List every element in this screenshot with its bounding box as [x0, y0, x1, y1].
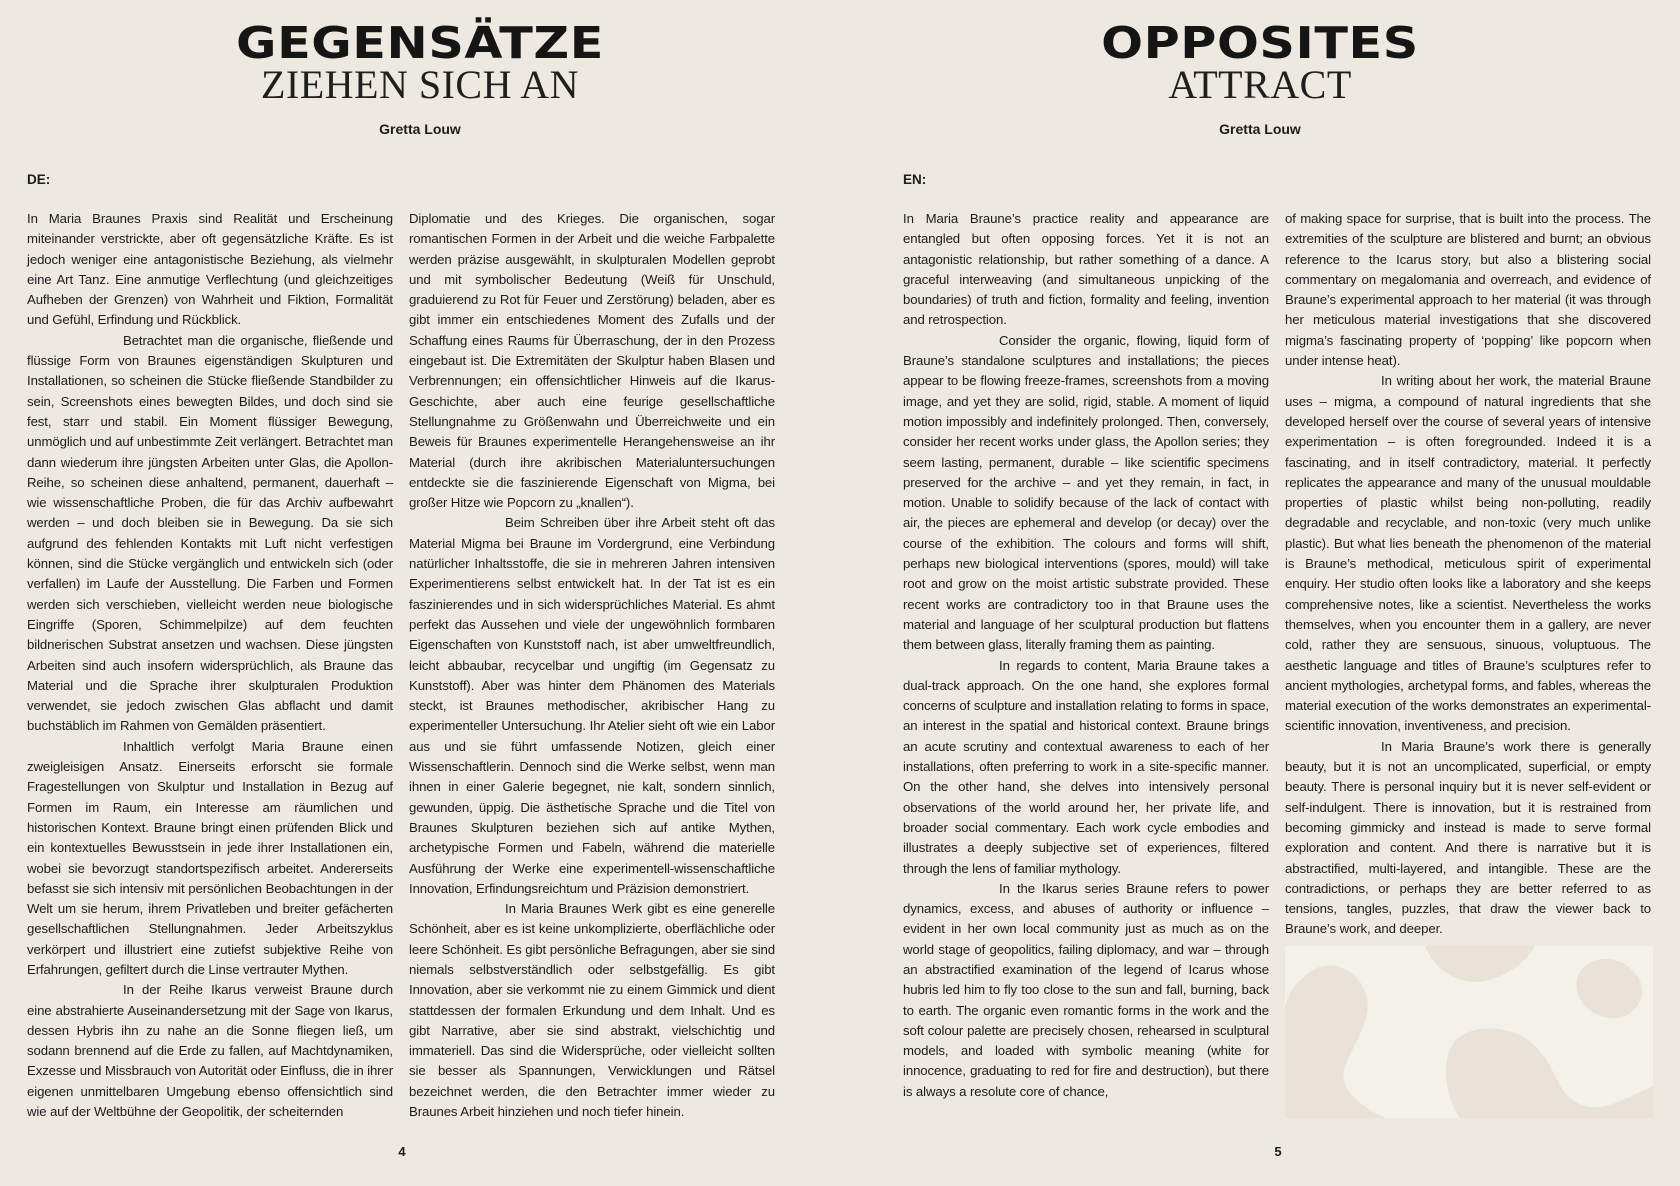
paragraph: In the Ikarus series Braune refers to power dynamics, excess, and abuses of authority or influence – evident in her own local community just as much as on the world stage of geopolitics, failing diplomacy, and war – through an abstractified examination of the legend of Icarus whose hubris led him to fly too close to the sun and fall, burning, back to earth. The organic even romantic forms in the work and the soft colour palette are precisely chosen, rehearsed in sculptural models, and loaded with symbolic meaning (white for innocence, graduating to red for fire and destruction), but there is always a resolute core of chance,	[903, 880, 1269, 1099]
page-number-4: 4	[398, 1144, 406, 1159]
abstract-blob-shape-icon	[1285, 946, 1653, 1118]
author-en: Gretta Louw	[1219, 121, 1301, 137]
text-column-de-2	[409, 209, 775, 1122]
language-label-en: EN:	[903, 172, 927, 187]
paragraph: of making space for surprise, that is built into the process. The extremities of the sculpture are blistered and burnt; an obvious reference to the Icarus story, but also a blistering social commentary on megalomania and overreach, and evidence of Braune’s experimental approach to her material (it was through her meticulous material investigations that she discovered migma’s fascinating property of ‘popping’ like popcorn when under intense heat).	[1285, 211, 1651, 369]
page-number-5: 5	[1274, 1144, 1282, 1159]
paragraph: In Maria Braunes Werk gibt es eine generelle Schönheit, aber es ist keine unkomplizierte, oberflächliche oder leere Schönheit. Es gibt persönliche Befragungen, aber sie sind niemals selbstverständlich oder selbstgefällig. Es gibt Innovation, aber sie verkommt nie zu einem Gimmick und dient stattdessen der formalen Erkundung und dem Inhalt. Und es gibt Narrative, aber sie sind abstrakt, vielschichtig und immateriell. Das sind die Widersprüche, oder vielleicht sollten sie besser als Spannungen, Verwicklungen und Rätsel bezeichnet werden, die den Betrachter immer wieder zu Braunes Arbeit hinziehen und noch tiefer hinein.	[409, 901, 775, 1120]
paragraph: Consider the organic, flowing, liquid form of Braune’s standalone sculptures and installations; the pieces appear to be flowing freeze-frames, screenshots from a moving image, and yet they are solid, rigid, stable. A moment of liquid motion impossibly and indefinitely prolonged. Then, conversely, consider her recent works under glass, the Apollon series; they seem lasting, permanent, durable – like scientific specimens preserved for the archive – and yet they remain, in fact, in motion. Unable to solidify because of the lack of contact with air, the pieces are ephemeral and develop (or decay) over the course of the exhibition. The colours and forms will shift, perhaps new biological interventions (spores, mould) will take root and grow on the moist artistic substrate provided. These recent works are contradictory too in that Braune uses the material and language of her sculptural production but flattens them between glass, literally framing them as painting.	[903, 332, 1269, 653]
author-de: Gretta Louw	[379, 121, 461, 137]
language-label-de: DE:	[27, 172, 51, 187]
paragraph: In writing about her work, the material Braune uses – migma, a compound of natural ingredients that she developed herself over the course of several years of intensive experimentation – is often foregrounded. Indeed it is a fascinating, and in itself contradictory, material. It perfectly replicates the appearance and many of the unusual mouldable properties of plastic whilst being non-polluting, readily degradable and recyclable, and non-toxic (very much unlike plastic). But what lies beneath the phenomenon of the material is Braune’s methodical, meticulous spirit of experimental enquiry. Her studio often looks like a laboratory and she keeps comprehensive notes, like a scientist. Nevertheless the works themselves, when you encounter them in a gallery, are never cold, rather they are sensuous, sinuous, voluptuous. The aesthetic language and titles of Braune’s sculptures refer to ancient mythologies, archetypal forms, and fables, whereas the material execution of the works demonstrates an experimental-scientific innovation, inventiveness, and precision.	[1285, 373, 1651, 734]
text-column-de-1	[27, 209, 393, 1122]
paragraph: In Maria Braune’s work there is generally beauty, but it is not an uncomplicated, superficial, or empty beauty. There is personal inquiry but it is never self-evident or self-indulgent. There is innovation, but it is restrained from becoming gimmicky and instead is made to serve formal exploration and content. And there is narrative but it is abstractified, multi-layered, and intangible. These are the contradictions, or perhaps they are better referred to as tensions, tangles, puzzles, that draw the viewer back to Braune’s work, and deeper.	[1285, 738, 1651, 937]
paragraph: Inhaltlich verfolgt Maria Braune einen zweigleisigen Ansatz. Einerseits erforscht sie formale Fragestellungen von Skulptur und Installation in Bezug auf Formen im Raum, ein Interesse am räumlichen und historischen Kontext. Braune bringt einen prüfenden Blick und ein kontextuelles Bewusstsein in jede ihrer Installationen ein, wobei sie bevorzugt standortspezifisch arbeitet. Andererseits befasst sie sich intensiv mit persönlichen Beobachtungen in der Welt um sie herum, ihrem Privatleben und breiter gefächerten gesellschaftlichen Stellungnahmen. Jeder Arbeitszyklus verkörpert und illustriert eine zutiefst subjektive Reihe von Erfahrungen, gefiltert durch die Linse vertrauter Mythen.	[27, 738, 393, 977]
paragraph: Betrachtet man die organische, fließende und flüssige Form von Braunes eigenständigen Skulpturen und Installationen, so scheinen die Stücke fließende Standbilder zu sein, Screenshots eines bewegten Bildes, und doch sind sie fest, starr und stabil. Ein Moment flüssiger Bewegung, unmöglich und auf unbestimmte Zeit verlängert. Betrachtet man dann wiederum ihre jüngsten Arbeiten unter Glas, die Apollon-Reihe, so scheinen diese anhaltend, permanent, dauerhaft – wie wissenschaftliche Proben, die für das Archiv aufbewahrt werden – und doch bleiben sie in Bewegung. Da sie sich aufgrund des fehlenden Kontakts mit Luft nicht verfestigen können, sind die Stücke vergänglich und entwickeln sich (oder verfallen) im Laufe der Ausstellung. Die Farben und Formen werden sich verschieben, vielleicht werden neue biologische Eingriffe (Sporen, Schimmelpilze) auf dem feuchten bildnerischen Substrat ansetzen und wachsen. Diese jüngsten Arbeiten sind auch insofern widersprüchlich, als Braune das Material und die Sprache ihrer skulpturalen Produktion verwendet, sie jedoch zwischen Glas abflacht und damit buchstäblich im Rahmen von Gemälden präsentiert.	[27, 332, 393, 734]
decorative-image	[1285, 946, 1653, 1118]
paragraph: In Maria Braunes Praxis sind Realität und Erscheinung miteinander verstrickte, aber oft gegensätzliche Kräfte. Es ist jedoch weniger eine antagonistische Beziehung, als vielmehr eine Art Tanz. Eine anmutige Verflechtung (und gleichzeitiges Aufheben der Grenzen) von Wahrheit und Fiktion, Formalität und Gefühl, Erfindung und Rückblick.	[27, 211, 393, 328]
page-subtitle-en: ATTRACT	[1168, 62, 1352, 107]
page-title-de: GEGENSÄTZE	[236, 18, 604, 69]
text-column-en-2	[1285, 209, 1651, 940]
page-title-en: OPPOSITES	[1101, 18, 1419, 69]
paragraph: In Maria Braune’s practice reality and appearance are entangled but often opposing forces. Yet it is not an antagonistic relationship, but rather something of a dance. A graceful interweaving (and simultaneous unpicking of the boundaries) of truth and fiction, formality and feeling, invention and retrospection.	[903, 211, 1269, 328]
paragraph: In regards to content, Maria Braune takes a dual-track approach. On the one hand, she explores formal concerns of sculpture and installation relating to forms in space, an interest in the spatial and historical context. Braune brings an acute scrutiny and contextual awareness to each of her installations, often preferring to work in a site-specific manner. On the other hand, she delves into intensively personal observations of the world around her, her private life, and broader social commentary. Each work cycle embodies and illustrates a deeply subjective set of experiences, filtered through the lens of familiar mythology.	[903, 657, 1269, 876]
paragraph: In der Reihe Ikarus verweist Braune durch eine abstrahierte Auseinandersetzung mit der Sage von Ikarus, dessen Hybris ihn zu nahe an die Sonne fliegen ließ, um sodann brennend auf die Erde zu fallen, auf Machtdynamiken, Exzesse und Missbrauch von Autorität oder Einfluss, die in ihrer eigenen unmittelbaren Umgebung ebenso offensichtlich sind wie auf der Weltbühne der Geopolitik, der scheiternden	[27, 982, 393, 1120]
paragraph: Diplomatie und des Krieges. Die organischen, sogar romantischen Formen in der Arbeit und die weiche Farbpalette werden präzise ausgewählt, in skulpturalen Modellen geprobt und mit symbolischer Bedeutung (Weiß für Unschuld, graduierend zu Rot für Feuer und Zerstörung) beladen, aber es gibt immer ein entschiedenes Moment des Zufalls und der Schaffung eines Raums für Überraschung, der in den Prozess eingebaut ist. Die Extremitäten der Skulptur haben Blasen und Verbrennungen; ein offensichtlicher Hinweis auf die Ikarus-Geschichte, aber auch eine feurige gesellschaftliche Stellungnahme zu Größenwahn und Überreichweite und ein Beweis für Braunes experimentelle Herangehensweise an ihr Material (durch ihre akribischen Materialuntersuchungen entdeckte sie die faszinierende Eigenschaft von Migma, bei großer Hitze wie Popcorn zu „knallen“).	[409, 211, 775, 511]
paragraph: Beim Schreiben über ihre Arbeit steht oft das Material Migma bei Braune im Vordergrund, eine Verbindung natürlicher Inhaltsstoffe, die sie in mehreren Jahren intensiven Experimentierens selbst entwickelt hat. In der Tat ist es ein faszinierendes und in sich widersprüchliches Material. Es ahmt perfekt das Aussehen und viele der ungewöhnlich formbaren Eigenschaften von Kunststoff nach, ist aber umweltfreundlich, leicht abbaubar, recycelbar und ungiftig (im Gegensatz zu Kunststoff). Aber was hinter dem Phänomen des Materials steckt, ist Braunes methodischer, akribischer Hang zu experimenteller Untersuchung. Ihr Atelier sieht oft wie ein Labor aus und sie führt umfassende Notizen, gleich einer Wissenschaftlerin. Dennoch sind die Werke selbst, wenn man ihnen in einer Galerie begegnet, nie kalt, sondern sinnlich, gewunden, üppig. Die ästhetische Sprache und die Titel von Braunes Skulpturen beziehen sich auf antike Mythen, archetypische Formen und Fabeln, während die materielle Ausführung der Werke eine experimentell-wissenschaftliche Innovation, Erfindungsreichtum und Präzision demonstriert.	[409, 515, 775, 896]
text-column-en-1	[903, 209, 1269, 1102]
page-subtitle-de: ZIEHEN SICH AN	[260, 62, 580, 107]
